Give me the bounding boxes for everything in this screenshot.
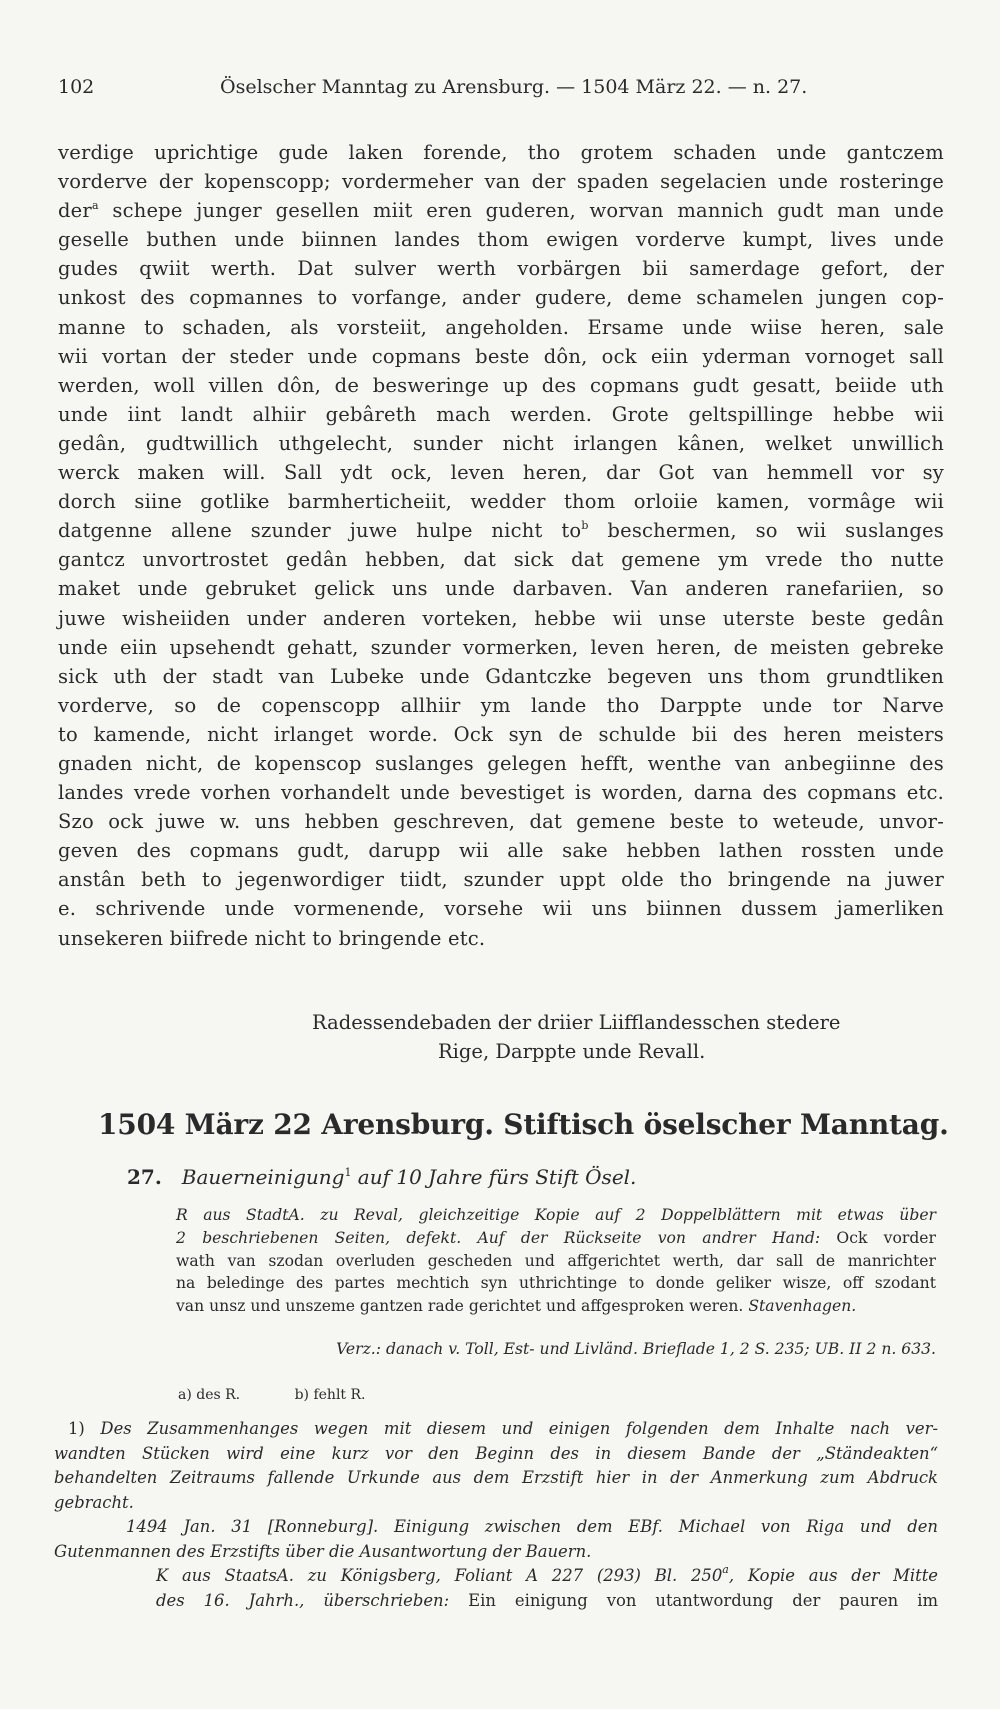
signature-line-1: Radessendebaden der driier Liifflandesschen stedere (312, 1011, 841, 1034)
apparatus-roman: Ock vorder (820, 1228, 936, 1247)
footnote-line: Gutenmannen des Erzstifts über die Ausantwortung der Bauern. (54, 1541, 592, 1561)
apparatus-line: R aus StadtA. zu Reval, gleichzeitige Kopie auf 2 Doppelblättern mit etwas über (176, 1206, 936, 1224)
text-line: unde eiin upsehendt gehatt, szunder vormerken, leven heren, de meisten gebreke (58, 635, 944, 659)
text-line: vorderve, so de copenscopp allhiir ym lande tho Darppte unde tor Narve (58, 693, 944, 717)
text-note-b: b) fehlt R. (294, 1387, 366, 1403)
footnote-marker-1: 1 (344, 1166, 352, 1179)
text-line: dorch siine gotlike barmherticheiit, wedder thom orloiie kamen, vormâge wii (58, 490, 944, 514)
footnote-line: gebracht. (54, 1492, 134, 1512)
text-line: verdige uprichtige gude laken forende, tho grotem schaden unde gantczem (58, 141, 944, 164)
document-number: 27. (127, 1165, 162, 1189)
text-line: werck maken will. Sall ydt ock, leven heren, dar Got van hemmell vor sy (58, 461, 944, 485)
footnotes (54, 1417, 938, 1613)
text-line: to kamende, nicht irlanget worde. Ock syn de schulde bii des heren meisters (58, 722, 944, 746)
footnote-text: K aus StaatsA. zu Königsberg, Foliant A 227 (293) Bl. 250 (156, 1566, 723, 1585)
verzeichnis-reference: Verz.: danach v. Toll, Est- und Livländ. Brieflade 1, 2 S. 235; UB. II 2 n. 633. (336, 1340, 936, 1358)
running-title: Öselscher Manntag zu Arensburg. — 1504 März 22. — n. 27. (220, 76, 808, 98)
footnote-line (54, 1564, 938, 1589)
regest-text-end: auf 10 Jahre fürs Stift Ösel. (351, 1165, 637, 1189)
page-header (58, 74, 938, 100)
text-line: sick uth der stadt van Lubeke unde Gdantczke begeven uns thom grundtliken (58, 664, 944, 688)
text-line: e. schrivende unde vormenende, vorsehe wii uns biinnen dussem jamerliken (58, 897, 944, 921)
textnote-marker-a: a (91, 199, 99, 213)
text-line: Szo ock juwe w. uns hebben geschreven, dat gemene beste to weteude, unvor- (58, 810, 944, 834)
footnote-line (54, 1589, 938, 1614)
footnote-marker: 1) (68, 1419, 85, 1438)
text-line: gudes qwiit werth. Dat sulver werth vorbärgen bii samerdage gefort, der (58, 257, 944, 281)
footnote-roman: Ein einigung von utantwordung der pauren im (449, 1590, 938, 1610)
text-line: landes vrede vorhen vorhandelt unde bevestiget is worden, darna des copmans etc. (58, 781, 944, 805)
apparatus-line (176, 1227, 936, 1250)
text-line: wii vortan der steder unde copmans beste dôn, ock eiin yderman vornoget sall (58, 344, 944, 368)
apparatus-italic: 2 beschriebenen Seiten, defekt. Auf der Rückseite von andrer Hand: (176, 1228, 821, 1247)
text-line: anstân beth to jegenwordiger tiidt, szunder uppt olde tho bringende na juwer (58, 868, 944, 892)
text-line: unsekeren biifrede nicht to bringende etc. (58, 926, 486, 950)
regest (127, 1163, 636, 1191)
text-line: gnaden nicht, de kopenscop suslanges gelegen hefft, wenthe van anbegiinne des (58, 751, 944, 775)
text-note-a: a) des R. (178, 1387, 241, 1403)
text-line: unde iint landt alhiir gebâreth mach werden. Grote geltspillinge hebbe wii (58, 402, 944, 426)
apparatus-line (176, 1295, 936, 1318)
text-line: juwe wisheiiden under anderen vorteken, hebbe wii unse uterste beste gedân (58, 606, 944, 630)
word-der: der (58, 199, 92, 223)
text-line: vorderve der kopenscopp; vordermeher van der spaden segelacien unde rosteringe (58, 170, 944, 194)
apparatus-roman: van unsz und unszeme gantzen rade gerichtet und affgesproken weren. (176, 1297, 749, 1316)
apparatus-line: wath van szodan overluden gescheden und affgerichtet werth, dar sall de manrichter (176, 1251, 936, 1270)
text-line: manne to schaden, als vorsteiit, angeholden. Ersame unde wiise heren, sale (58, 315, 944, 339)
source-apparatus (176, 1204, 936, 1318)
footnote-text: des 16. Jahrh., überschrieben: (156, 1590, 450, 1610)
footnote-line: behandelten Zeitraums fallende Urkunde aus dem Erzstift hier in der Anmerkung zum Abdruck (54, 1468, 938, 1487)
text-line: werden, woll villen dôn, de besweringe up des copmans gudt gesatt, beiide uth (58, 373, 944, 397)
textnote-marker-b: b (581, 519, 589, 533)
footnote-line (54, 1417, 938, 1442)
text-line: unkost des copmannes to vorfange, ander gudere, deme schamelen jungen cop- (58, 286, 944, 310)
text-line: geven des copmans gudt, darupp wii alle sake hebben lathen rossten unde (58, 839, 944, 863)
line-rest: beschermen, so wii suslanges (607, 519, 944, 543)
text-notes (178, 1384, 416, 1406)
text-line (58, 516, 944, 545)
footnote-sup: a (722, 1563, 729, 1576)
text-line: geselle buthen unde biinnen landes thom ewigen vorderve kumpt, lives unde (58, 228, 944, 252)
footnote-line: 1494 Jan. 31 [Ronneburg]. Einigung zwischen dem EBf. Michael von Riga und den (126, 1517, 938, 1536)
regest-text: Bauerneinigung (181, 1165, 345, 1189)
footnote-text: Des Zusammenhanges wegen mit diesem und einigen folgenden dem Inhalte nach ver- (84, 1419, 938, 1438)
page-number: 102 (58, 76, 95, 98)
text-line (58, 196, 944, 225)
text-line: maket unde gebruket gelick uns unde darbaven. Van anderen ranefariien, so (58, 577, 944, 601)
signature-line-2: Rige, Darppte unde Revall. (438, 1040, 706, 1063)
line-rest: schepe junger gesellen miit eren guderen, worvan mannich gudt man unde (112, 199, 944, 223)
line-start: datgenne allene szunder juwe hulpe nicht to (58, 519, 582, 543)
apparatus-italic: Stavenhagen. (748, 1297, 857, 1316)
footnote-line: wandten Stücken wird eine kurz vor den Beginn des in diesem Bande der „Ständeakten“ (54, 1443, 938, 1463)
document-title: 1504 März 22 Arensburg. Stiftisch öselscher Manntag. (98, 1108, 949, 1141)
main-text (58, 138, 944, 953)
text-line: gedân, gudtwillich uthgelecht, sunder nicht irlangen kânen, welket unwillich (58, 431, 944, 455)
apparatus-line: na beledinge des partes mechtich syn uthrichtinge to donde geliker wisze, off szodant (176, 1274, 936, 1293)
text-line: gantcz unvortrostet gedân hebben, dat sick dat gemene ym vrede tho nutte (58, 548, 944, 572)
footnote-text: , Kopie aus der Mitte (728, 1566, 938, 1585)
